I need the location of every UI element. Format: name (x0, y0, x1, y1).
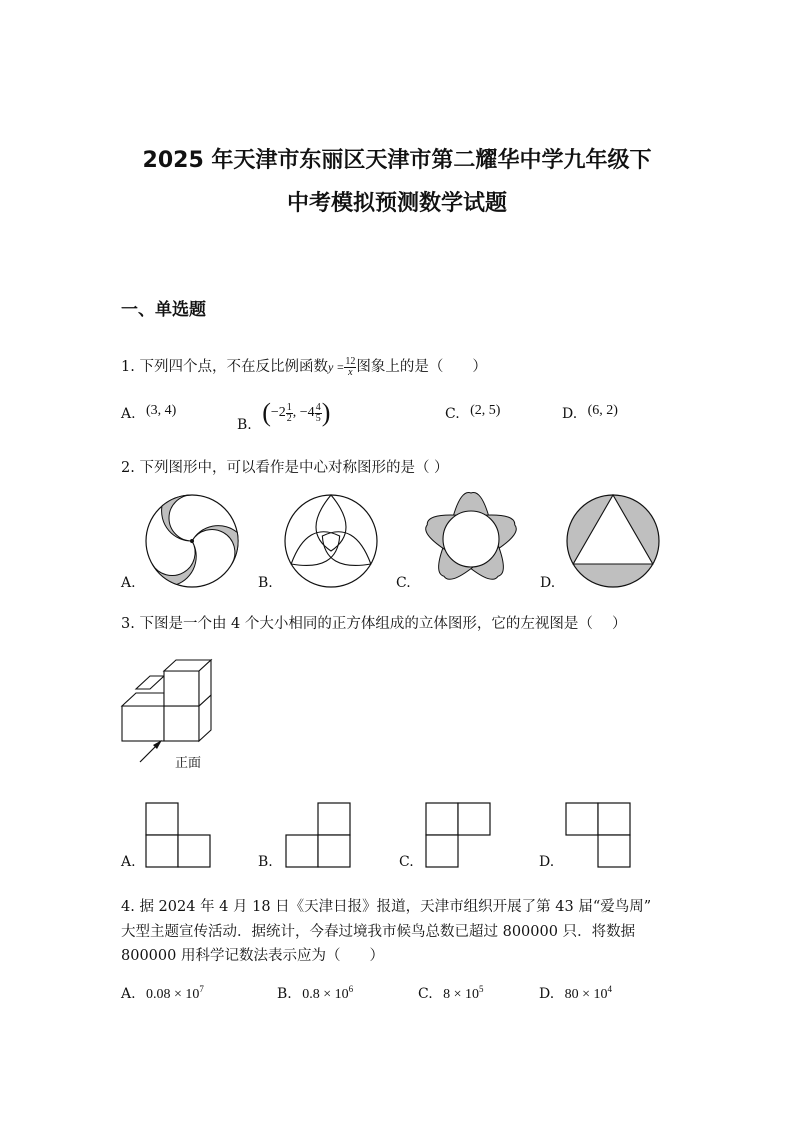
b-frac1-den: 2 (286, 412, 292, 424)
q4-option-a-value (146, 984, 204, 1002)
q2-figure-b[interactable] (284, 494, 378, 588)
q4-option-d[interactable] (539, 984, 612, 1003)
q3-label-b: B. (258, 854, 273, 870)
q3-option-b-figure[interactable] (285, 802, 351, 868)
q3-option-d-figure[interactable] (565, 802, 631, 868)
b-whole-2: , −4 (292, 405, 315, 421)
q4-option-c-label: C. (418, 986, 433, 1002)
paren-close: ) (321, 398, 331, 427)
q2-figure-c[interactable] (420, 490, 522, 588)
q4-d-exp: 4 (607, 984, 613, 994)
q4-option-c-value (443, 984, 484, 1002)
question-3: 3. 下图是一个由 4 个大小相同的正方体组成的立体图形，它的左视图是（ ） (121, 616, 627, 632)
q1-option-a[interactable] (121, 403, 177, 423)
front-label: 正面 (175, 756, 202, 771)
b-frac2-den: 5 (315, 412, 321, 424)
q4-b-exp: 6 (348, 984, 354, 994)
q4-option-b[interactable] (277, 984, 353, 1003)
question-1 (121, 355, 487, 378)
q1-option-a-value: (3, 4) (146, 403, 177, 418)
q4-c-base: 8 × 10 (443, 987, 480, 1002)
question-1-text-post: 图象上的是（ ） (356, 359, 487, 375)
question-1-text-pre: 1. 下列四个点，不在反比例函数 (121, 359, 328, 375)
q2-label-d: D. (540, 575, 556, 591)
function-fraction (344, 357, 356, 378)
q2-label-b: B. (258, 575, 273, 591)
q4-a-exp: 7 (199, 984, 204, 994)
question-4-line3: 800000 用科学记数法表示应为（ ） (121, 948, 384, 964)
q4-d-base: 80 × 10 (564, 987, 608, 1002)
q3-label-d: D. (539, 854, 555, 870)
q3-label-c: C. (399, 854, 414, 870)
section-heading: 一、单选题 (121, 300, 206, 320)
q2-figure-d[interactable] (566, 494, 660, 588)
b-whole-1: −2 (270, 405, 286, 421)
q1-option-b[interactable] (237, 398, 331, 434)
q3-solid-figure (118, 652, 218, 772)
function-denominator: x (348, 366, 353, 378)
q4-c-exp: 5 (479, 984, 484, 994)
q1-option-a-label: A. (121, 406, 136, 422)
q4-option-a-label: A. (121, 986, 136, 1002)
q2-label-c: C. (396, 575, 411, 591)
q4-option-d-label: D. (539, 986, 555, 1002)
q4-option-c[interactable] (418, 984, 484, 1003)
q1-option-b-value (262, 398, 331, 427)
function-numerator: 12 (345, 355, 356, 367)
q3-option-a-figure[interactable] (145, 802, 211, 868)
q1-option-d[interactable] (562, 403, 618, 423)
q3-option-c-figure[interactable] (425, 802, 491, 868)
q4-option-b-label: B. (277, 986, 292, 1002)
q1-option-c-label: C. (445, 406, 460, 422)
function-lhs: y = (327, 360, 345, 374)
q1-option-d-label: D. (562, 406, 578, 422)
page-title-line1: 2025 年天津市东丽区天津市第二耀华中学九年级下 (142, 148, 652, 173)
question-2: 2. 下列图形中，可以看作是中心对称图形的是（ ） (121, 460, 449, 476)
q4-option-a[interactable] (121, 984, 204, 1003)
q2-label-a: A. (121, 575, 136, 591)
b-fraction-1 (286, 403, 293, 424)
q1-option-c[interactable] (445, 403, 501, 423)
q1-option-d-value: (6, 2) (587, 403, 618, 418)
q4-option-d-value (564, 984, 613, 1002)
q4-b-base: 0.8 × 10 (302, 987, 349, 1002)
b-fraction-2 (315, 403, 322, 424)
b-frac2-num: 4 (315, 401, 321, 413)
page-title-line2: 中考模拟预测数学试题 (286, 191, 507, 216)
q4-option-b-value (302, 984, 354, 1002)
paren-open: ( (262, 398, 271, 427)
q1-option-b-label: B. (237, 417, 252, 434)
q4-a-base: 0.08 × 10 (146, 987, 200, 1002)
question-4-line1: 4. 据 2024 年 4 月 18 日《天津日报》报道，天津市组织开展了第 43 届“爱鸟周” (121, 899, 652, 915)
q1-option-c-value: (2, 5) (470, 403, 501, 418)
q3-label-a: A. (121, 854, 136, 870)
b-frac1-num: 1 (286, 401, 292, 413)
question-4-line2: 大型主题宣传活动．据统计，今春过境我市候鸟总数已超过 800000 只．将数据 (121, 924, 636, 940)
q2-figure-a[interactable] (145, 494, 239, 588)
